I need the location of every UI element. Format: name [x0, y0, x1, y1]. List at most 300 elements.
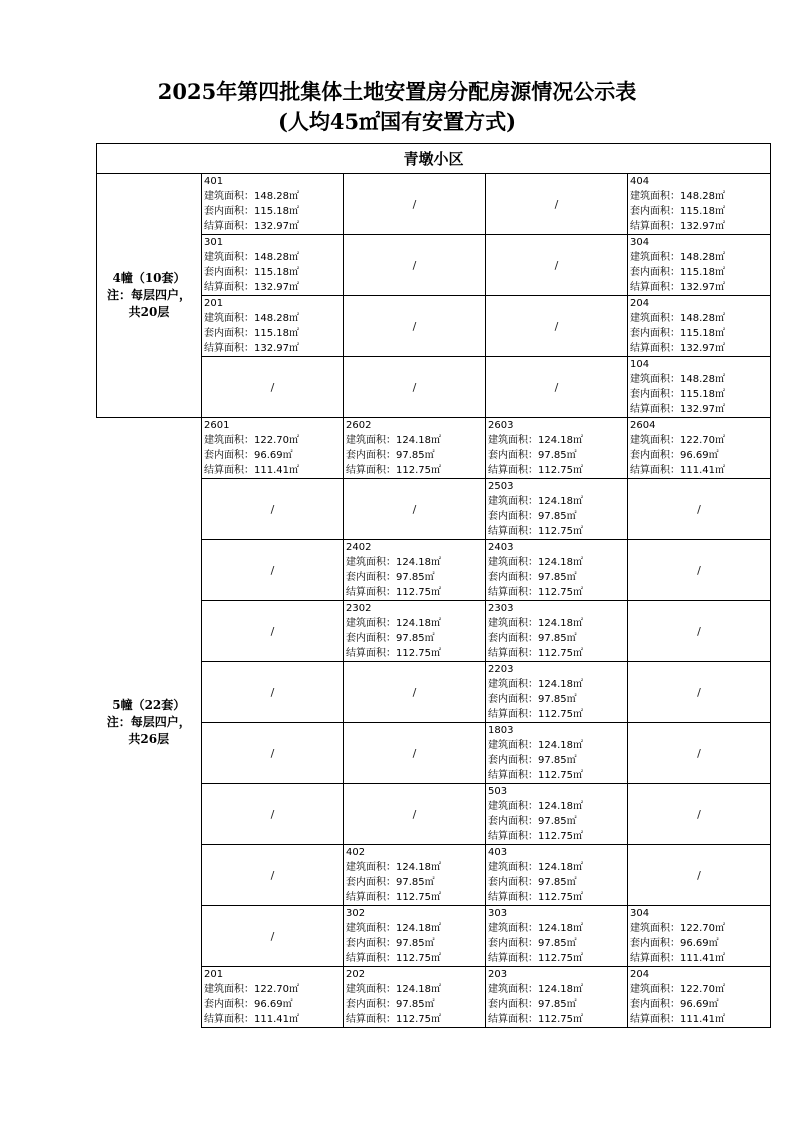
gross-area [488, 433, 627, 448]
inner-area-value: 115.18㎡ [254, 328, 299, 339]
unit-number: 404 [630, 176, 650, 187]
gross-area [488, 982, 627, 997]
inner-area-label: 套内面积： [346, 633, 396, 644]
unit-number: 304 [630, 237, 650, 248]
settle-area [204, 219, 343, 234]
inner-area [204, 326, 343, 341]
gross-area-value: 124.18㎡ [538, 557, 583, 568]
gross-area-label: 建筑面积： [346, 435, 396, 446]
gross-area-label: 建筑面积： [630, 374, 680, 385]
settle-area [346, 646, 485, 661]
gross-area [630, 189, 770, 204]
settle-area-value: 111.41㎡ [680, 1014, 725, 1025]
settle-area-value: 132.97㎡ [254, 282, 299, 293]
settle-area-label: 结算面积： [346, 1014, 396, 1025]
settle-area-label: 结算面积： [346, 587, 396, 598]
settle-area-value: 132.97㎡ [680, 404, 725, 415]
settle-area-label: 结算面积： [630, 282, 680, 293]
inner-area-label: 套内面积： [488, 572, 538, 583]
unit-number: 2603 [488, 420, 514, 431]
empty-cell: / [628, 784, 771, 845]
gross-area-label: 建筑面积： [630, 313, 680, 324]
building-label [97, 418, 202, 1028]
empty-cell: / [344, 296, 486, 357]
gross-area-label: 建筑面积： [488, 984, 538, 995]
settle-area-label: 结算面积： [346, 953, 396, 964]
settle-area [346, 463, 485, 478]
inner-area-value: 97.85㎡ [396, 999, 435, 1010]
unit-number: 2602 [346, 420, 372, 431]
unit-cell [486, 784, 628, 845]
unit-cell [628, 906, 771, 967]
settle-area-label: 结算面积： [488, 892, 538, 903]
settle-area [488, 951, 627, 966]
settle-area [204, 280, 343, 295]
inner-area-value: 97.85㎡ [538, 938, 577, 949]
gross-area-label: 建筑面积： [488, 862, 538, 873]
settle-area-label: 结算面积： [346, 465, 396, 476]
gross-area-value: 124.18㎡ [396, 923, 441, 934]
settle-area-label: 结算面积： [488, 831, 538, 842]
empty-cell: / [202, 357, 344, 418]
settle-area-value: 112.75㎡ [538, 831, 583, 842]
unit-cell [344, 540, 486, 601]
inner-area [630, 448, 770, 463]
inner-area-label: 套内面积： [346, 572, 396, 583]
inner-area-label: 套内面积： [488, 877, 538, 888]
inner-area [630, 204, 770, 219]
inner-area-label: 套内面积： [630, 267, 680, 278]
gross-area [346, 555, 485, 570]
settle-area [488, 463, 627, 478]
inner-area-label: 套内面积： [630, 389, 680, 400]
settle-area [488, 646, 627, 661]
table-row [97, 174, 771, 235]
settle-area-value: 112.75㎡ [538, 648, 583, 659]
inner-area-label: 套内面积： [488, 450, 538, 461]
building-name: 4幢（10套） [112, 271, 186, 285]
inner-area-value: 97.85㎡ [538, 511, 577, 522]
gross-area [346, 982, 485, 997]
inner-area-label: 套内面积： [630, 206, 680, 217]
gross-area [488, 677, 627, 692]
empty-cell: / [628, 540, 771, 601]
unit-number: 201 [204, 969, 224, 980]
settle-area-label: 结算面积： [630, 465, 680, 476]
unit-cell [486, 662, 628, 723]
settle-area-value: 112.75㎡ [538, 526, 583, 537]
gross-area-label: 建筑面积： [630, 191, 680, 202]
gross-area-label: 建筑面积： [346, 618, 396, 629]
settle-area-label: 结算面积： [488, 465, 538, 476]
inner-area-label: 套内面积： [204, 450, 254, 461]
inner-area [346, 631, 485, 646]
community-header: 青墩小区 [97, 144, 771, 174]
gross-area-label: 建筑面积： [488, 435, 538, 446]
inner-area-label: 套内面积： [488, 755, 538, 766]
unit-cell [628, 174, 771, 235]
settle-area-label: 结算面积： [488, 648, 538, 659]
unit-cell [486, 601, 628, 662]
gross-area-label: 建筑面积： [488, 679, 538, 690]
inner-area [204, 204, 343, 219]
settle-area-value: 132.97㎡ [254, 343, 299, 354]
settle-area [488, 829, 627, 844]
gross-area-label: 建筑面积： [204, 313, 254, 324]
unit-number: 204 [630, 969, 650, 980]
inner-area-label: 套内面积： [346, 999, 396, 1010]
unit-cell [202, 174, 344, 235]
gross-area-label: 建筑面积： [346, 984, 396, 995]
inner-area-label: 套内面积： [346, 450, 396, 461]
empty-cell: / [202, 479, 344, 540]
inner-area [630, 387, 770, 402]
gross-area [630, 250, 770, 265]
gross-area [488, 860, 627, 875]
inner-area [630, 265, 770, 280]
gross-area-value: 124.18㎡ [396, 557, 441, 568]
gross-area-label: 建筑面积： [488, 740, 538, 751]
unit-number: 2601 [204, 420, 230, 431]
gross-area-value: 148.28㎡ [254, 191, 299, 202]
settle-area-label: 结算面积： [630, 953, 680, 964]
empty-cell: / [628, 479, 771, 540]
inner-area [204, 997, 343, 1012]
inner-area-label: 套内面积： [630, 328, 680, 339]
unit-number: 204 [630, 298, 650, 309]
settle-area-label: 结算面积： [630, 404, 680, 415]
settle-area-label: 结算面积： [204, 465, 254, 476]
inner-area-value: 97.85㎡ [538, 755, 577, 766]
inner-area-value: 97.85㎡ [538, 694, 577, 705]
gross-area-label: 建筑面积： [488, 496, 538, 507]
settle-area-label: 结算面积： [630, 343, 680, 354]
gross-area-label: 建筑面积： [346, 862, 396, 873]
gross-area-label: 建筑面积： [346, 557, 396, 568]
settle-area-value: 112.75㎡ [538, 770, 583, 781]
inner-area [630, 997, 770, 1012]
inner-area-value: 96.69㎡ [680, 938, 719, 949]
settle-area-value: 112.75㎡ [538, 587, 583, 598]
gross-area [346, 860, 485, 875]
settle-area-label: 结算面积： [204, 282, 254, 293]
building-label [97, 174, 202, 418]
unit-cell [486, 845, 628, 906]
gross-area [204, 250, 343, 265]
gross-area [630, 311, 770, 326]
unit-cell [628, 967, 771, 1028]
empty-cell: / [344, 662, 486, 723]
inner-area-label: 套内面积： [488, 633, 538, 644]
settle-area-label: 结算面积： [488, 526, 538, 537]
inner-area-value: 97.85㎡ [538, 633, 577, 644]
gross-area-value: 124.18㎡ [538, 923, 583, 934]
gross-area-value: 122.70㎡ [254, 984, 299, 995]
unit-number: 2403 [488, 542, 514, 553]
unit-cell [628, 296, 771, 357]
inner-area-value: 97.85㎡ [538, 450, 577, 461]
unit-cell [344, 601, 486, 662]
gross-area [488, 616, 627, 631]
unit-number: 2503 [488, 481, 514, 492]
inner-area [204, 265, 343, 280]
empty-cell: / [486, 357, 628, 418]
gross-area [346, 921, 485, 936]
inner-area-value: 97.85㎡ [538, 999, 577, 1010]
inner-area [488, 936, 627, 951]
settle-area [488, 768, 627, 783]
gross-area-label: 建筑面积： [630, 252, 680, 263]
gross-area [488, 555, 627, 570]
gross-area-value: 124.18㎡ [538, 496, 583, 507]
inner-area [488, 448, 627, 463]
settle-area-value: 111.41㎡ [254, 465, 299, 476]
inner-area [346, 448, 485, 463]
settle-area-value: 111.41㎡ [680, 465, 725, 476]
inner-area-value: 97.85㎡ [538, 877, 577, 888]
gross-area-label: 建筑面积： [488, 557, 538, 568]
gross-area-value: 124.18㎡ [538, 679, 583, 690]
settle-area [630, 219, 770, 234]
settle-area-label: 结算面积： [488, 587, 538, 598]
unit-number: 201 [204, 298, 224, 309]
gross-area-value: 124.18㎡ [396, 984, 441, 995]
inner-area-label: 套内面积： [488, 816, 538, 827]
empty-cell: / [344, 479, 486, 540]
gross-area [346, 616, 485, 631]
inner-area-label: 套内面积： [346, 877, 396, 888]
unit-number: 2604 [630, 420, 656, 431]
gross-area-value: 148.28㎡ [680, 252, 725, 263]
gross-area-value: 122.70㎡ [680, 984, 725, 995]
gross-area-value: 124.18㎡ [538, 740, 583, 751]
settle-area-value: 112.75㎡ [538, 953, 583, 964]
settle-area [630, 463, 770, 478]
gross-area-value: 124.18㎡ [538, 435, 583, 446]
settle-area [346, 1012, 485, 1027]
unit-number: 403 [488, 847, 508, 858]
gross-area-label: 建筑面积： [488, 923, 538, 934]
inner-area [630, 326, 770, 341]
unit-cell [486, 418, 628, 479]
unit-cell [202, 235, 344, 296]
settle-area-value: 111.41㎡ [254, 1014, 299, 1025]
settle-area-value: 112.75㎡ [396, 648, 441, 659]
settle-area-value: 112.75㎡ [396, 1014, 441, 1025]
empty-cell: / [628, 601, 771, 662]
empty-cell: / [486, 235, 628, 296]
building-note2: 共26层 [128, 732, 170, 747]
unit-number: 2402 [346, 542, 372, 553]
gross-area-label: 建筑面积： [630, 435, 680, 446]
settle-area-label: 结算面积： [488, 709, 538, 720]
empty-cell: / [202, 845, 344, 906]
empty-cell: / [628, 662, 771, 723]
inner-area-label: 套内面积： [630, 999, 680, 1010]
empty-cell: / [202, 784, 344, 845]
settle-area [346, 890, 485, 905]
inner-area-label: 套内面积： [630, 938, 680, 949]
gross-area-value: 148.28㎡ [680, 313, 725, 324]
building-note1: 注：每层四户， [106, 288, 191, 302]
inner-area-value: 96.69㎡ [254, 450, 293, 461]
unit-cell [344, 418, 486, 479]
inner-area-value: 97.85㎡ [396, 572, 435, 583]
inner-area-value: 115.18㎡ [254, 267, 299, 278]
inner-area-label: 套内面积： [488, 511, 538, 522]
settle-area [630, 1012, 770, 1027]
settle-area-value: 112.75㎡ [538, 465, 583, 476]
gross-area-value: 148.28㎡ [254, 252, 299, 263]
settle-area-value: 112.75㎡ [538, 709, 583, 720]
empty-cell: / [628, 723, 771, 784]
inner-area [346, 875, 485, 890]
settle-area-label: 结算面积： [204, 1014, 254, 1025]
settle-area-value: 112.75㎡ [538, 1014, 583, 1025]
empty-cell: / [344, 235, 486, 296]
gross-area-value: 122.70㎡ [680, 435, 725, 446]
empty-cell: / [202, 601, 344, 662]
settle-area-label: 结算面积： [488, 953, 538, 964]
inner-area-value: 97.85㎡ [538, 572, 577, 583]
gross-area-label: 建筑面积： [204, 435, 254, 446]
settle-area-value: 132.97㎡ [680, 282, 725, 293]
unit-number: 1803 [488, 725, 514, 736]
page-subtitle: (人均45㎡国有安置方式) [277, 109, 517, 134]
unit-number: 402 [346, 847, 366, 858]
empty-cell: / [486, 174, 628, 235]
settle-area-value: 132.97㎡ [680, 221, 725, 232]
gross-area-value: 124.18㎡ [538, 862, 583, 873]
empty-cell: / [344, 357, 486, 418]
settle-area-value: 112.75㎡ [538, 892, 583, 903]
inner-area-value: 115.18㎡ [254, 206, 299, 217]
inner-area [488, 875, 627, 890]
inner-area [346, 936, 485, 951]
empty-cell: / [486, 296, 628, 357]
inner-area-label: 套内面积： [488, 694, 538, 705]
settle-area [204, 463, 343, 478]
unit-number: 203 [488, 969, 508, 980]
unit-number: 503 [488, 786, 508, 797]
unit-cell [486, 906, 628, 967]
gross-area [488, 921, 627, 936]
unit-cell [486, 540, 628, 601]
gross-area-value: 124.18㎡ [396, 618, 441, 629]
settle-area-label: 结算面积： [630, 221, 680, 232]
settle-area [488, 890, 627, 905]
inner-area [346, 570, 485, 585]
unit-number: 401 [204, 176, 224, 187]
inner-area [488, 509, 627, 524]
inner-area [488, 814, 627, 829]
unit-cell [628, 357, 771, 418]
settle-area-label: 结算面积： [346, 892, 396, 903]
settle-area-label: 结算面积： [204, 221, 254, 232]
unit-cell [628, 418, 771, 479]
unit-cell [202, 418, 344, 479]
empty-cell: / [344, 174, 486, 235]
unit-cell [486, 967, 628, 1028]
unit-number: 2302 [346, 603, 372, 614]
gross-area-label: 建筑面积： [346, 923, 396, 934]
gross-area [630, 372, 770, 387]
gross-area [346, 433, 485, 448]
settle-area [488, 707, 627, 722]
gross-area-value: 124.18㎡ [538, 801, 583, 812]
unit-cell [628, 235, 771, 296]
table-row [97, 418, 771, 479]
gross-area-value: 124.18㎡ [396, 435, 441, 446]
unit-number: 202 [346, 969, 366, 980]
gross-area-label: 建筑面积： [630, 923, 680, 934]
unit-cell [344, 967, 486, 1028]
empty-cell: / [202, 662, 344, 723]
inner-area [346, 997, 485, 1012]
empty-cell: / [344, 784, 486, 845]
unit-number: 2303 [488, 603, 514, 614]
gross-area-value: 122.70㎡ [254, 435, 299, 446]
settle-area [204, 1012, 343, 1027]
gross-area [204, 982, 343, 997]
inner-area-value: 115.18㎡ [680, 267, 725, 278]
gross-area [488, 799, 627, 814]
building-name: 5幢（22套） [112, 698, 186, 713]
inner-area-value: 97.85㎡ [538, 816, 577, 827]
inner-area-value: 115.18㎡ [680, 328, 725, 339]
gross-area-value: 148.28㎡ [680, 191, 725, 202]
inner-area-value: 97.85㎡ [396, 877, 435, 888]
gross-area [630, 982, 770, 997]
empty-cell: / [344, 723, 486, 784]
inner-area-label: 套内面积： [488, 999, 538, 1010]
settle-area-label: 结算面积： [346, 648, 396, 659]
settle-area-label: 结算面积： [630, 1014, 680, 1025]
unit-number: 303 [488, 908, 508, 919]
inner-area [488, 692, 627, 707]
inner-area-value: 115.18㎡ [680, 389, 725, 400]
settle-area-label: 结算面积： [488, 1014, 538, 1025]
unit-number: 2203 [488, 664, 514, 675]
unit-number: 301 [204, 237, 224, 248]
gross-area-label: 建筑面积： [488, 801, 538, 812]
inner-area [488, 753, 627, 768]
gross-area [204, 311, 343, 326]
settle-area [204, 341, 343, 356]
inner-area-value: 96.69㎡ [680, 999, 719, 1010]
inner-area-value: 96.69㎡ [680, 450, 719, 461]
unit-cell [486, 723, 628, 784]
settle-area [630, 341, 770, 356]
inner-area-label: 套内面积： [204, 328, 254, 339]
page-title: 2025年第四批集体土地安置房分配房源情况公示表 [157, 79, 637, 104]
inner-area [630, 936, 770, 951]
settle-area [630, 402, 770, 417]
gross-area-value: 124.18㎡ [538, 618, 583, 629]
unit-cell [344, 906, 486, 967]
settle-area-value: 132.97㎡ [680, 343, 725, 354]
settle-area [488, 524, 627, 539]
empty-cell: / [202, 723, 344, 784]
settle-area-value: 112.75㎡ [396, 892, 441, 903]
inner-area-value: 96.69㎡ [254, 999, 293, 1010]
unit-cell [486, 479, 628, 540]
inner-area [488, 631, 627, 646]
inner-area [488, 997, 627, 1012]
inner-area-label: 套内面积： [204, 206, 254, 217]
gross-area [204, 433, 343, 448]
inner-area-label: 套内面积： [346, 938, 396, 949]
